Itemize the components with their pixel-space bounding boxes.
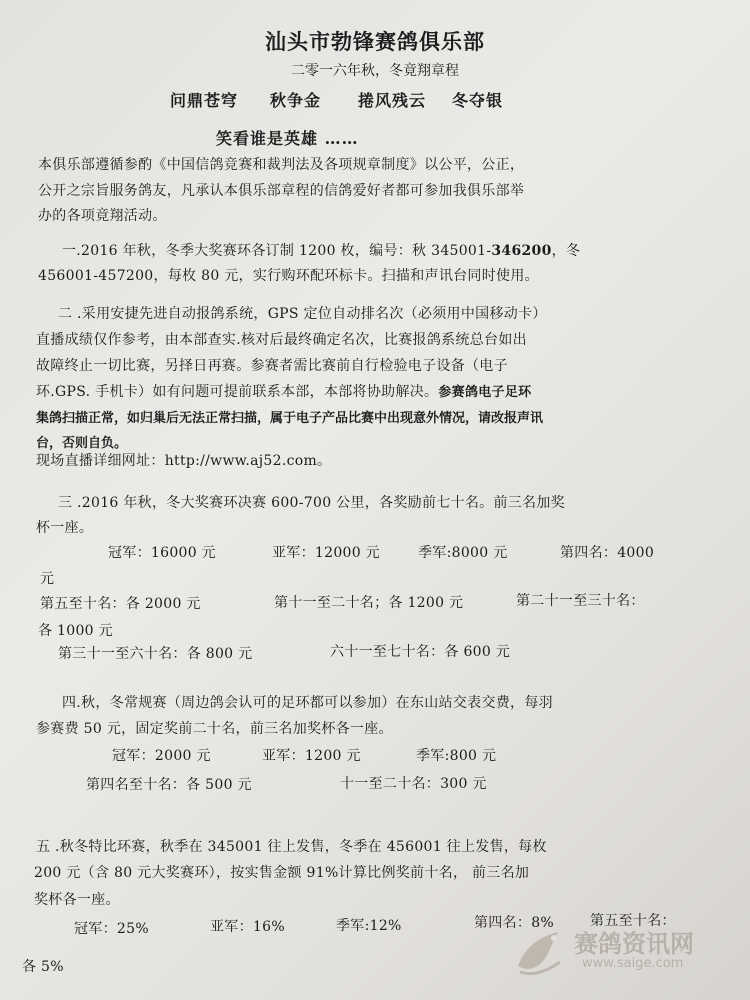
s3-prize-champion: 冠军：16000 元 — [108, 545, 216, 561]
s4-prize-champion: 冠军：2000 元 — [112, 748, 211, 764]
slogan-1: 问鼎苍穹 — [170, 91, 239, 110]
s5-prize-fourth: 第四名：8% — [474, 915, 555, 931]
section2-line-2: 直播成绩仅作参考，由本部查实.核对后最终确定名次，比赛报鸽系统总台如出 — [36, 332, 527, 348]
section2-line-3: 故障终止一切比赛，另择日再赛。参赛者需比赛前自行检验电子设备（电子 — [36, 358, 508, 374]
s4-prize-11-20: 十一至二十名：300 元 — [340, 776, 487, 792]
watermark — [510, 922, 710, 986]
motto: 笑看谁是英雄 …… — [216, 129, 359, 148]
slogan-4: 冬夺银 — [452, 91, 504, 110]
intro-line-2: 公开之宗旨服务鸽友，凡承认本俱乐部章程的信鸽爱好者都可参加我俱乐部举 — [38, 183, 525, 199]
section2-url-line: 现场直播详细网址：http://www.aj52.com。 — [36, 453, 332, 469]
section4-line-2: 参赛费 50 元，固定奖前二十名，前三名加奖杯各一座。 — [36, 721, 393, 737]
section1-line-2: 456001-457200，每枚 80 元，实行购环配环标卡。扫描和声讯台同时使用。 — [38, 268, 539, 284]
s3-prize-31-60: 第三十一至六十名：各 800 元 — [58, 646, 253, 662]
s3-prize-11-20: 第十一至二十名；各 1200 元 — [274, 595, 464, 611]
s3-prize-third: 季军:8000 元 — [418, 545, 508, 561]
club-title: 汕头市勃锋赛鸽俱乐部 — [265, 29, 485, 54]
section5-line-1: 五 .秋冬特比环赛，秋季在 345001 往上发售，冬季在 456001 往上发售，每枚 — [36, 839, 547, 855]
section4-line-1: 四.秋，冬常规赛（周边鸽会认可的足环都可以参加）在东山站交表交费，每羽 — [62, 695, 553, 711]
s5-prize-second: 亚军：16% — [210, 919, 285, 935]
section1-line1-tail: ，冬 — [551, 243, 581, 259]
s3-prize-5-10: 第五至十名：各 2000 元 — [40, 596, 201, 612]
s5-prize-5-10-wrap: 各 5% — [22, 959, 64, 975]
s4-prize-4-10: 第四名至十名：各 500 元 — [86, 777, 252, 793]
section1-line-1 — [62, 240, 580, 260]
intro-line-3: 办的各项竟翔活动。 — [38, 208, 167, 224]
section5-line-3: 奖杯各一座。 — [34, 892, 120, 908]
section2-bold-line-2: 台，否则自负。 — [36, 436, 128, 451]
s3-prize-fourth: 第四名：4000 — [560, 545, 655, 561]
s3-prize-21-30: 第二十一至三十名： — [516, 593, 645, 609]
section2-line-4 — [36, 381, 531, 401]
slogan-2: 秋争金 — [270, 91, 322, 110]
s3-prize-21-30-wrap: 各 1000 元 — [38, 623, 113, 639]
watermark-url: www.saige.com — [582, 956, 684, 971]
s5-prize-third: 季军:12% — [336, 918, 402, 934]
pigeon-logo-icon — [510, 922, 570, 986]
s5-prize-champion: 冠军：25% — [74, 921, 149, 937]
section3-line-1: 三 .2016 年秋，冬大奖赛环决赛 600-700 公里，各奖励前七十名。前三名加奖 — [58, 495, 565, 511]
s5-prize-5-10: 第五至十名： — [590, 913, 676, 929]
section2-line4-bold: 参赛鸽电子足环 — [438, 385, 532, 400]
section2-line-1: 二 .采用安捷先进自动报鸽系统，GPS 定位自动排名次（必须用中国移动卡） — [58, 306, 547, 322]
section2-bold-line-1: 集鸽扫描正常，如归巢后无法正常扫描，属于电子产品比赛中出现意外情况，请改报声讯 — [36, 411, 544, 426]
s3-prize-fourth-wrap: 元 — [40, 571, 55, 587]
section1-line1-bold: 346200 — [491, 243, 552, 259]
s4-prize-second: 亚军：1200 元 — [262, 748, 361, 764]
section1-line1-text: 一.2016 年秋，冬季大奖赛环各订制 1200 枚，编号：秋 345001- — [62, 243, 492, 259]
section5-line-2: 200 元（含 80 元大奖赛环），按实售金额 91%计算比例奖前十名， 前三名加 — [34, 865, 530, 881]
section3-line-2: 杯一座。 — [36, 520, 94, 536]
slogan-3: 捲风残云 — [358, 91, 427, 110]
s4-prize-third: 季军:800 元 — [416, 748, 497, 764]
rules-subtitle: 二零一六年秋，冬竟翔章程 — [291, 63, 459, 79]
s3-prize-second: 亚军：12000 元 — [272, 545, 380, 561]
intro-line-1: 本俱乐部遵循参酌《中国信鸽竞赛和裁判法及各项规章制度》以公平，公正， — [38, 157, 525, 173]
section2-line4-text: 环.GPS. 手机卡）如有问题可提前联系本部，本部将协助解决。 — [36, 384, 439, 400]
s3-prize-61-70: 六十一至七十名：各 600 元 — [330, 644, 511, 660]
watermark-name: 赛鸽资讯网 — [574, 930, 694, 958]
